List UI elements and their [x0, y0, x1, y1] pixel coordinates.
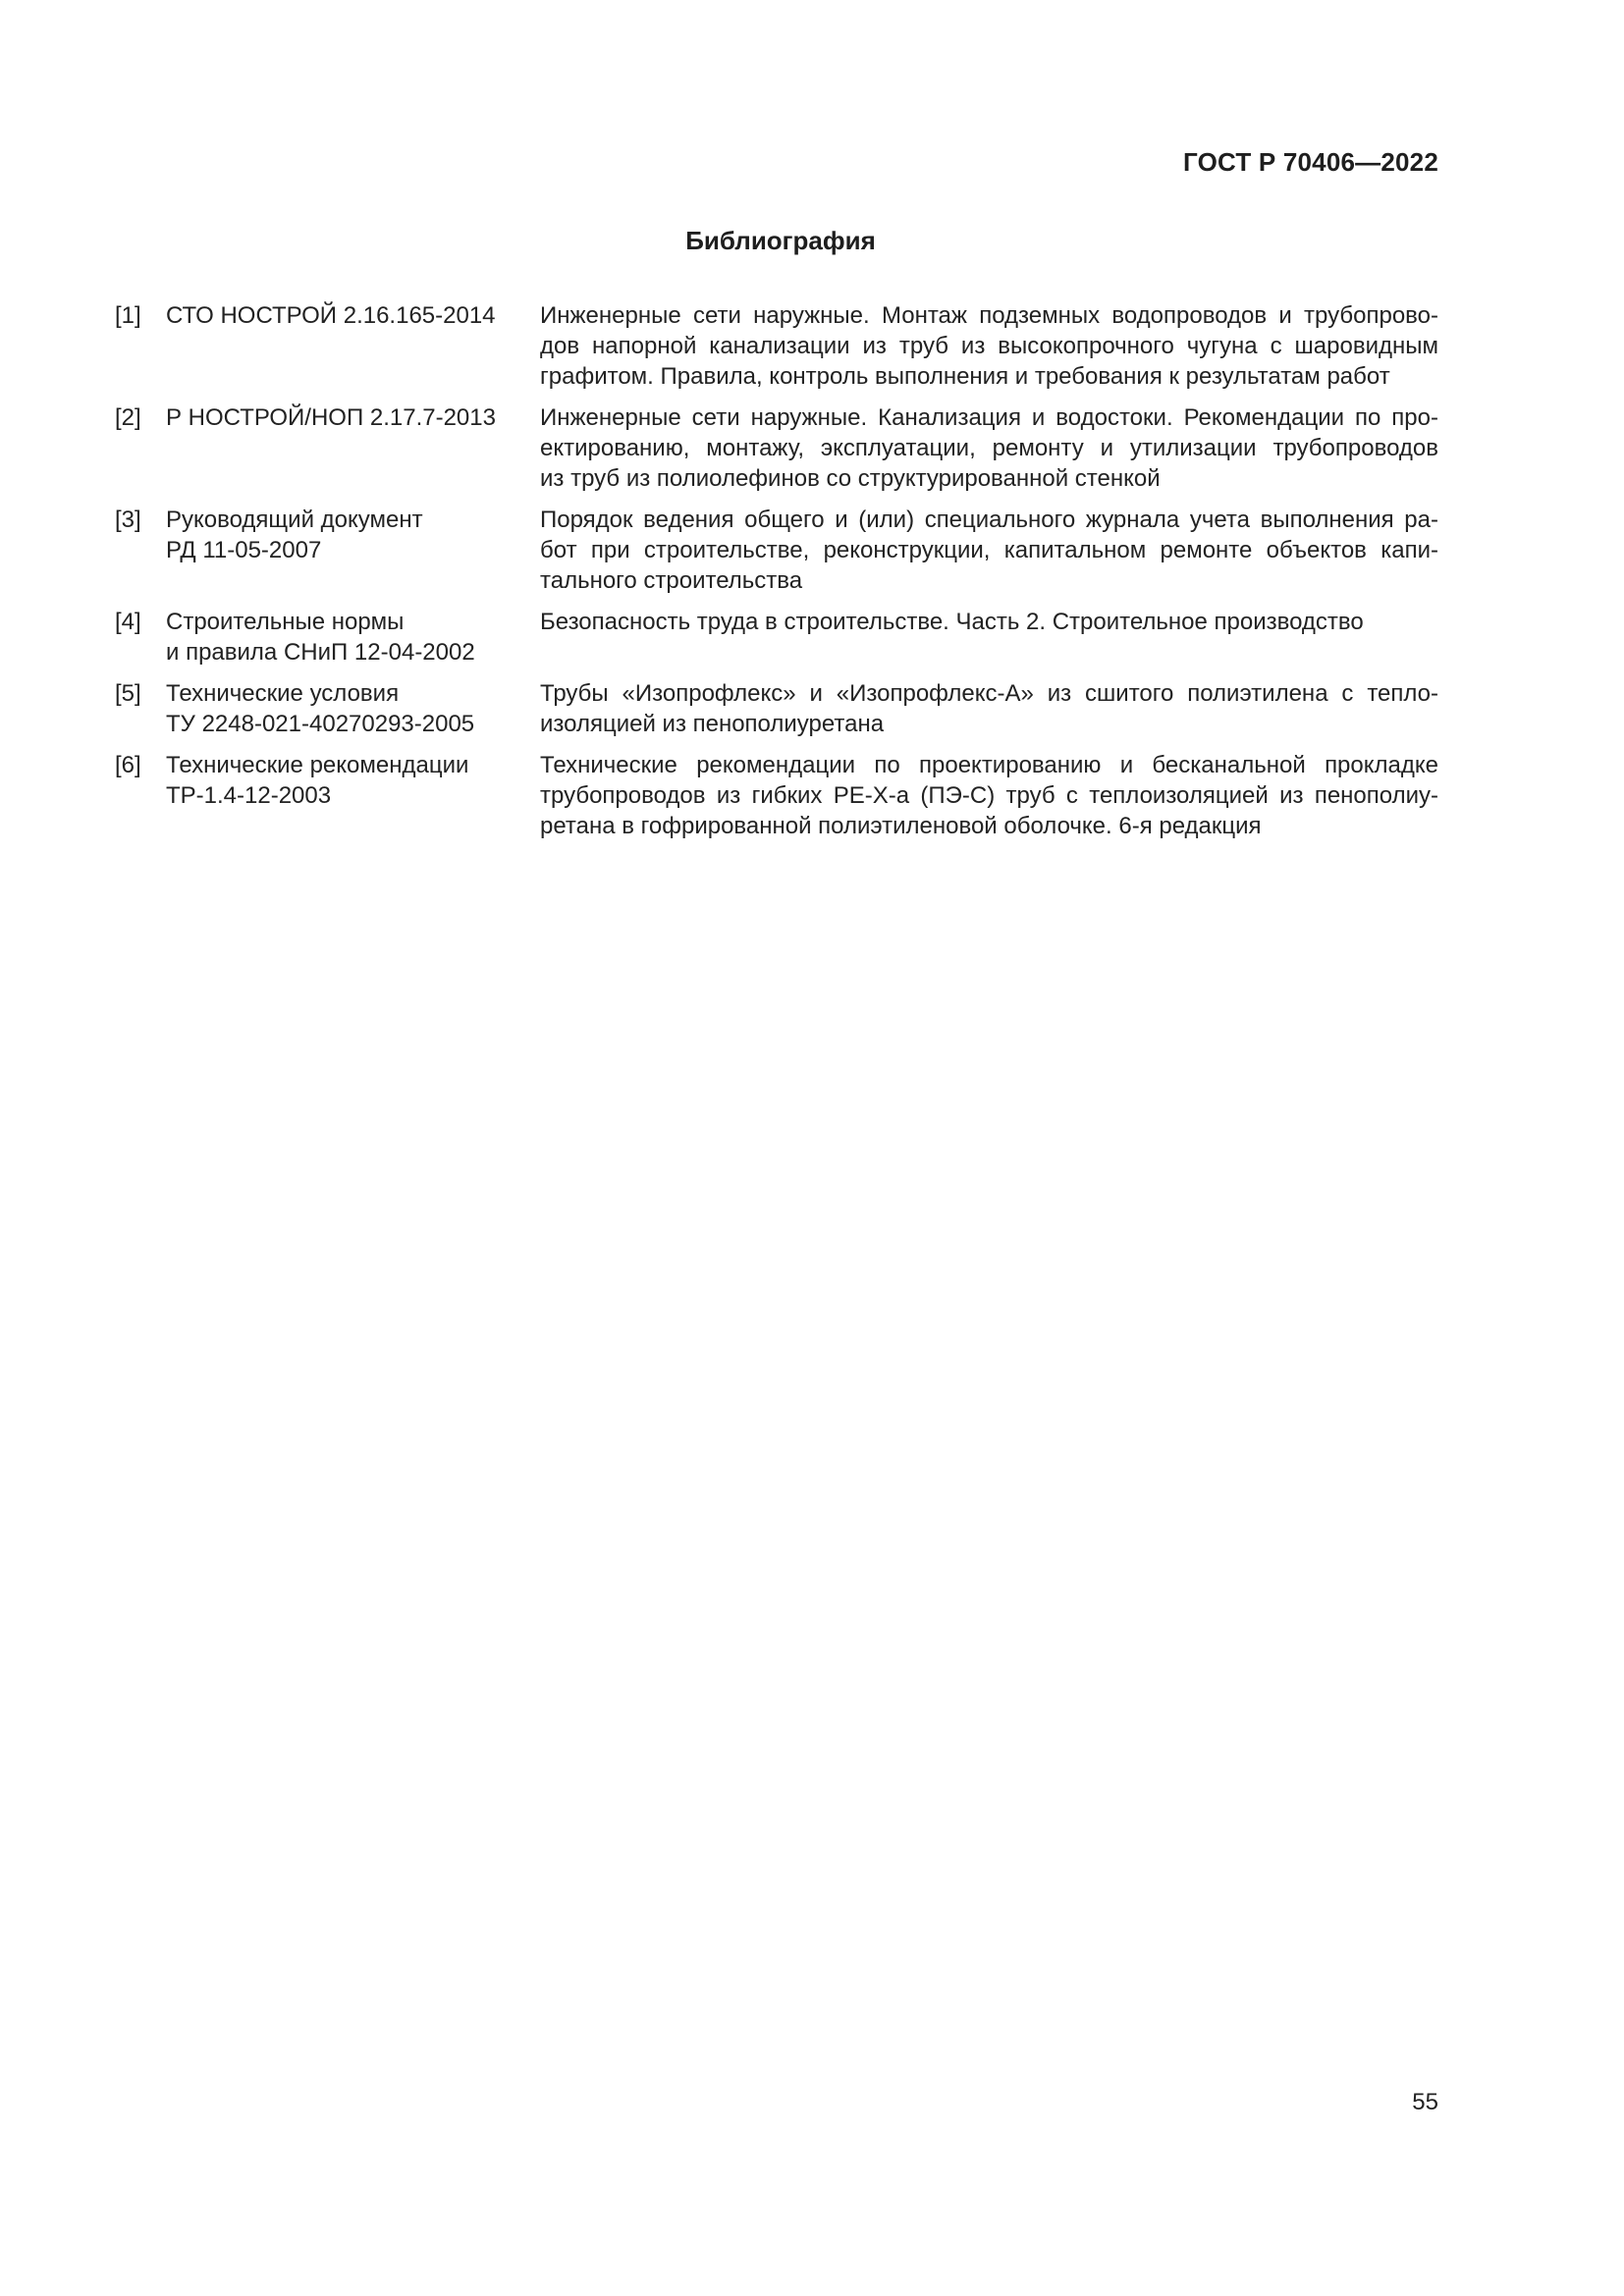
entry-number: [3] [115, 507, 141, 533]
description-line: трубопроводов из гибких PE-X-a (ПЭ-С) труб с теплоизоляцией из пенополиу- [540, 782, 1438, 809]
entry-description [540, 750, 1438, 841]
source-line: Технические условия [166, 680, 400, 707]
description-line: из труб из полиолефинов со структурированной стенкой [540, 465, 1161, 492]
entry-number: [2] [115, 404, 141, 431]
bibliography-entry [115, 678, 1438, 739]
description-line: Безопасность труда в строительстве. Часть 2. Строительное производство [540, 609, 1364, 635]
source-line: Строительные нормы [166, 609, 405, 635]
description-line: Технические рекомендации по проектированию и бесканальной прокладке [540, 752, 1438, 778]
bibliography-entry [115, 402, 1438, 494]
source-line: ТУ 2248-021-40270293-2005 [166, 711, 475, 737]
description-line: ектированию, монтажу, эксплуатации, ремонту и утилизации трубопроводов [540, 435, 1438, 461]
source-line: Технические рекомендации [166, 752, 469, 778]
bibliography-entry [115, 505, 1438, 596]
bibliography-list [115, 300, 1438, 852]
entry-description [540, 607, 1438, 637]
entry-source [166, 402, 540, 433]
entry-source [166, 607, 540, 667]
description-line: Трубы «Изопрофлекс» и «Изопрофлекс-А» из сшитого полиэтилена с тепло- [540, 680, 1438, 707]
source-line: СТО НОСТРОЙ 2.16.165-2014 [166, 302, 496, 329]
document-code: ГОСТ Р 70406—2022 [1183, 147, 1438, 177]
entry-number: [4] [115, 609, 141, 635]
entry-source [166, 678, 540, 739]
entry-description [540, 678, 1438, 739]
description-line: изоляцией из пенополиуретана [540, 711, 885, 737]
description-line: Порядок ведения общего и (или) специального журнала учета выполнения ра- [540, 507, 1438, 533]
source-line: и правила СНиП 12-04-2002 [166, 639, 475, 666]
entry-description [540, 505, 1438, 596]
description-line: бот при строительстве, реконструкции, капитальном ремонте объектов капи- [540, 537, 1438, 563]
entry-source [166, 300, 540, 331]
description-line: Инженерные сети наружные. Канализация и водостоки. Рекомендации по про- [540, 404, 1438, 431]
entry-number: [6] [115, 752, 141, 778]
entry-description [540, 300, 1438, 392]
entry-description [540, 402, 1438, 494]
bibliography-entry [115, 300, 1438, 392]
source-line: Руководящий документ [166, 507, 423, 533]
entry-number: [1] [115, 302, 141, 329]
source-line: Р НОСТРОЙ/НОП 2.17.7-2013 [166, 404, 496, 431]
bibliography-title: Библиография [685, 226, 876, 255]
source-line: РД 11-05-2007 [166, 537, 322, 563]
description-line: ретана в гофрированной полиэтиленовой оболочке. 6-я редакция [540, 813, 1262, 839]
bibliography-entry [115, 607, 1438, 667]
description-line: Инженерные сети наружные. Монтаж подземных водопроводов и трубопрово- [540, 302, 1438, 329]
description-line: графитом. Правила, контроль выполнения и требования к результатам работ [540, 363, 1390, 390]
entry-source [166, 750, 540, 811]
page-number: 55 [1412, 2089, 1438, 2115]
description-line: тального строительства [540, 567, 803, 594]
bibliography-entry [115, 750, 1438, 841]
description-line: дов напорной канализации из труб из высокопрочного чугуна с шаровидным [540, 333, 1438, 359]
source-line: ТР-1.4-12-2003 [166, 782, 332, 809]
entry-number: [5] [115, 680, 141, 707]
entry-source [166, 505, 540, 565]
